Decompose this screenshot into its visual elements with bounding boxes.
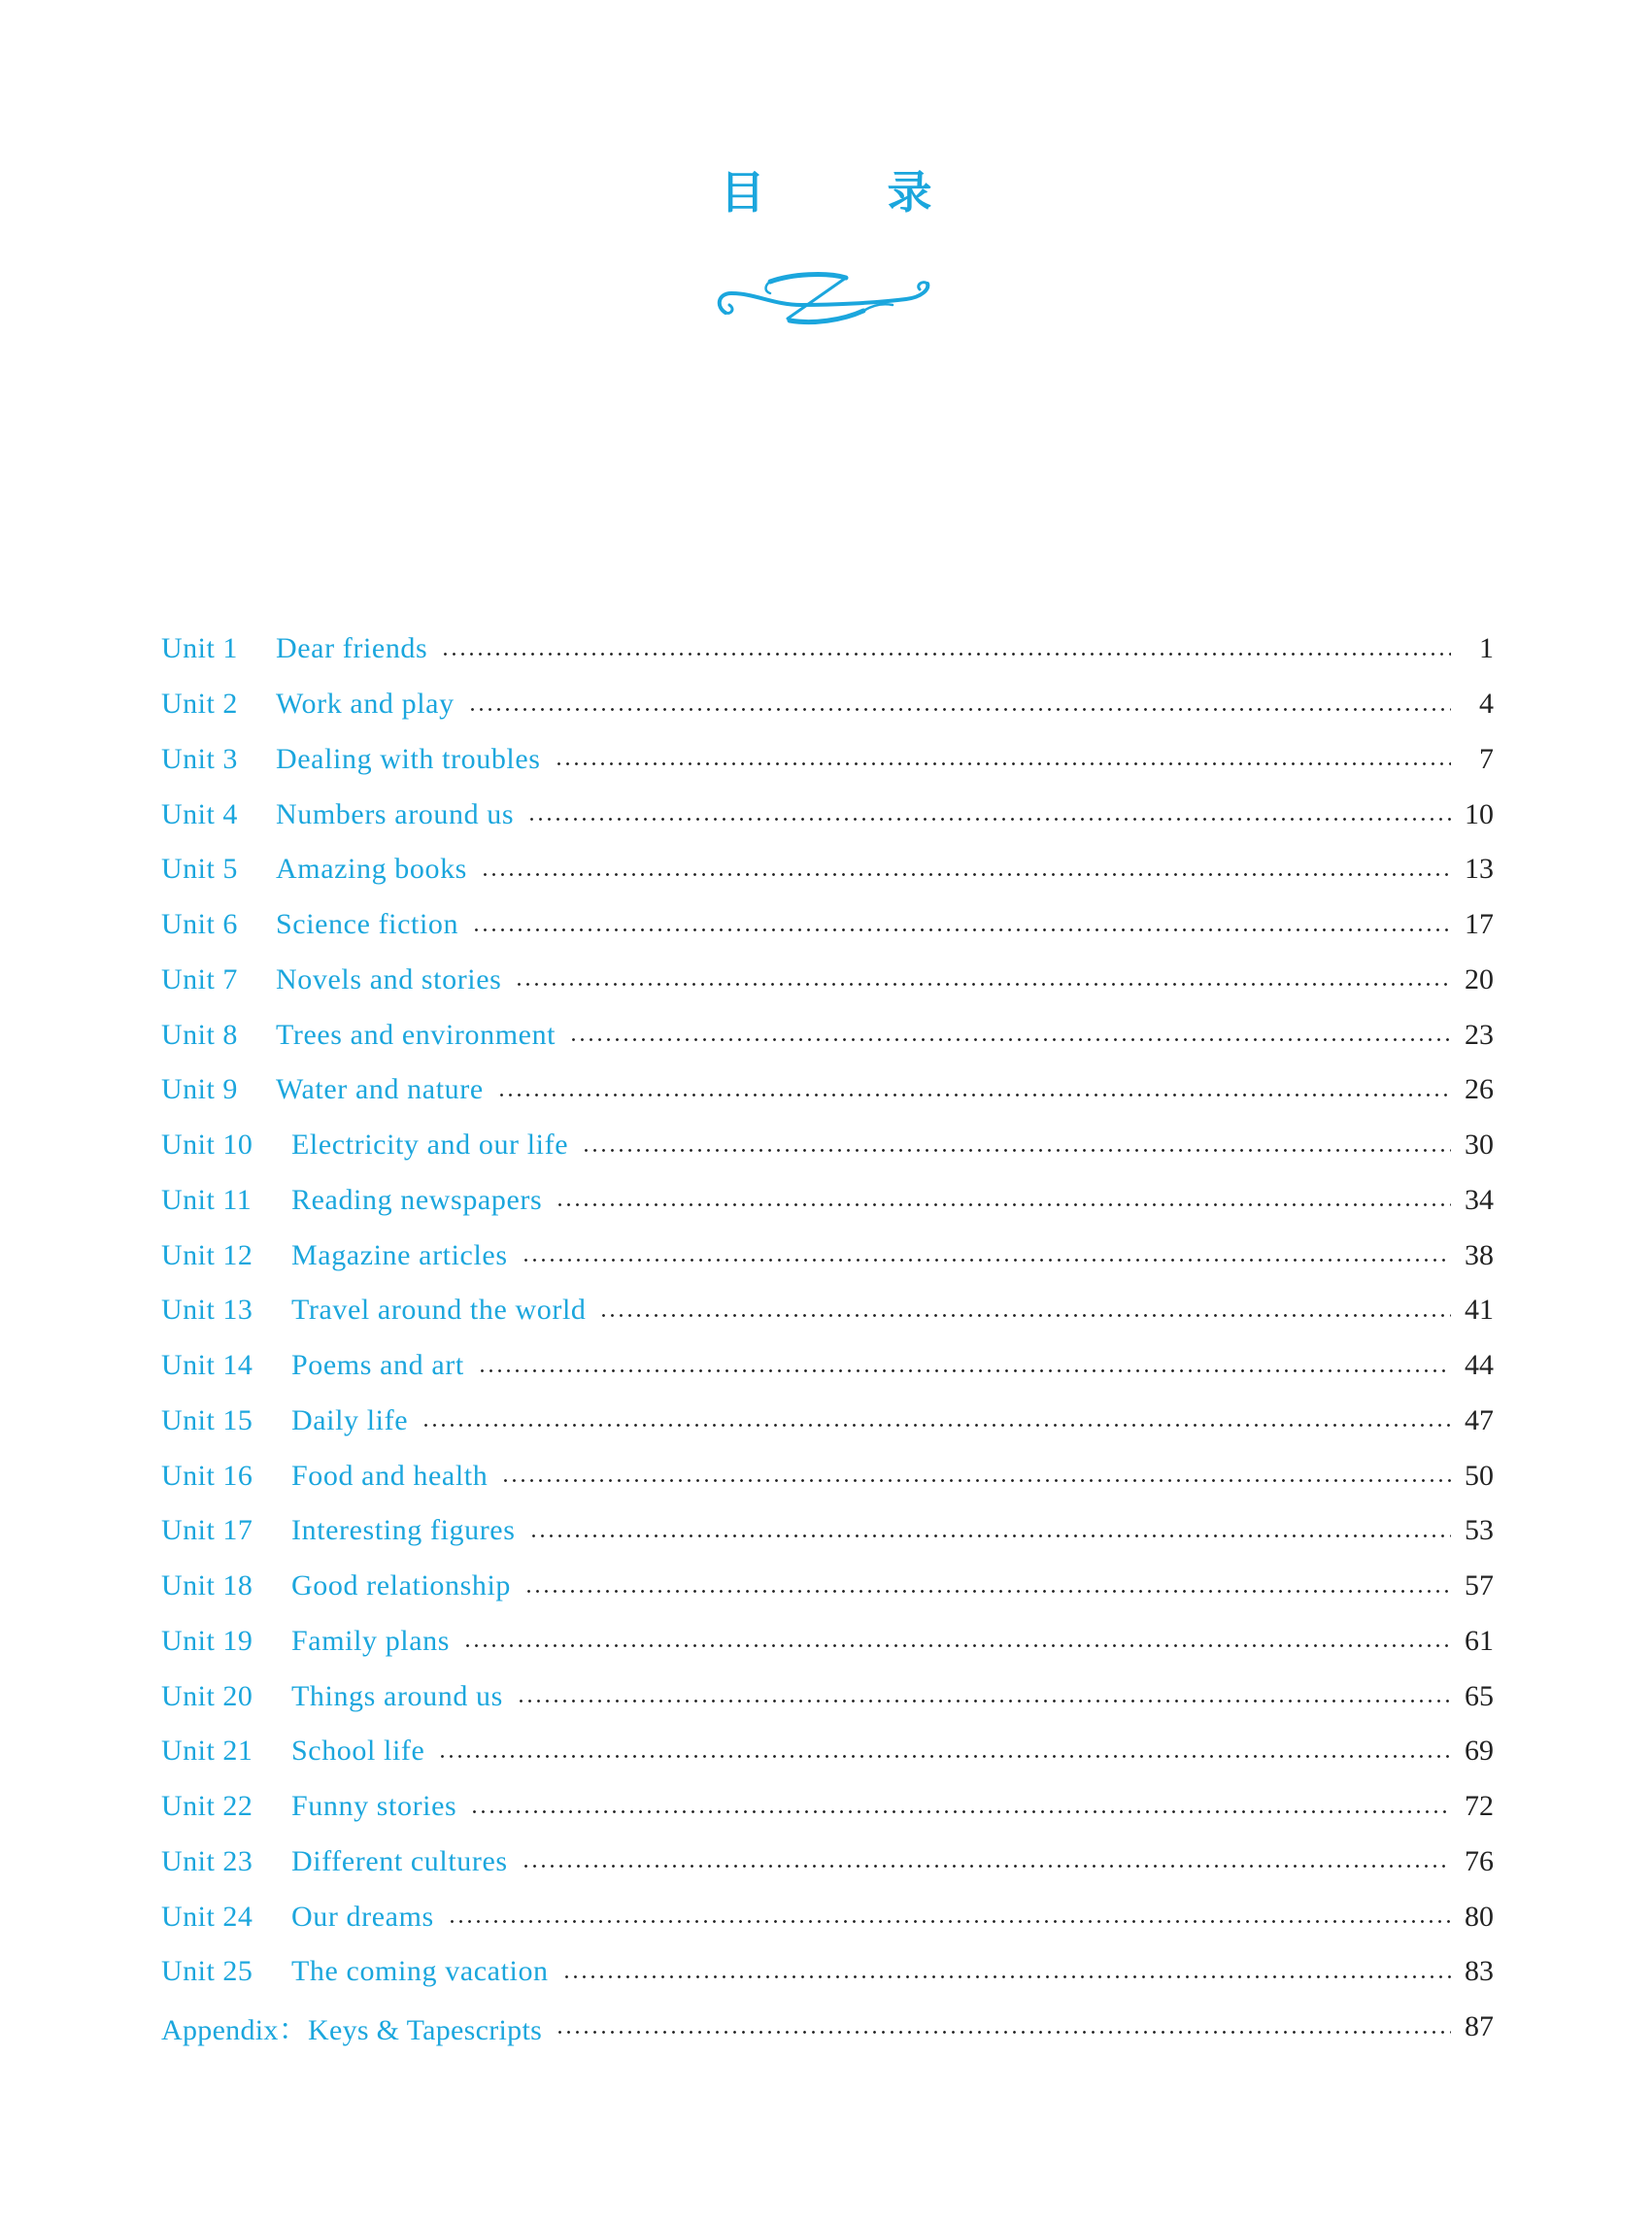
toc-page-number: 17 [1465, 908, 1494, 941]
toc-title: Magazine articles [291, 1238, 508, 1271]
toc-entry[interactable] [161, 787, 1494, 842]
dot-leader [470, 1810, 1451, 1813]
toc-page-number: 34 [1465, 1183, 1494, 1216]
toc-title: Travel around the world [291, 1294, 587, 1327]
table-of-contents [161, 622, 1494, 2055]
toc-title: Science fiction [276, 908, 459, 941]
toc-title: Electricity and our life [291, 1129, 569, 1162]
toc-entry[interactable] [161, 622, 1494, 677]
toc-unit-label: Unit 12 [161, 1238, 253, 1271]
dot-leader [562, 1975, 1451, 1978]
toc-page-number: 47 [1465, 1403, 1494, 1436]
toc-unit-label: Unit 19 [161, 1624, 253, 1657]
toc-title: Dear friends [276, 632, 428, 665]
toc-page-number: 7 [1479, 742, 1494, 775]
dot-leader [529, 1534, 1452, 1537]
toc-title: Things around us [291, 1679, 503, 1712]
dot-leader [478, 1369, 1451, 1372]
toc-page-number: 50 [1465, 1459, 1494, 1492]
toc-unit-label: Unit 7 [161, 962, 238, 995]
toc-entry[interactable] [161, 1448, 1494, 1503]
toc-entry[interactable] [161, 732, 1494, 788]
toc-page-number: 76 [1465, 1844, 1494, 1877]
toc-title: Daily life [291, 1403, 409, 1436]
toc-unit-label: Unit 17 [161, 1514, 253, 1547]
toc-entry[interactable] [161, 1007, 1494, 1062]
toc-entry[interactable] [161, 897, 1494, 953]
toc-unit-label: Unit 18 [161, 1569, 253, 1602]
dot-leader [497, 1094, 1451, 1096]
toc-unit-label: Unit 20 [161, 1679, 253, 1712]
appendix-label: Appendix：Keys & Tapescripts [161, 2014, 543, 2047]
toc-title: Water and nature [276, 1073, 484, 1106]
toc-title: Numbers around us [276, 797, 515, 830]
dot-leader [501, 1479, 1451, 1482]
dot-leader [555, 762, 1451, 765]
toc-page-number: 57 [1465, 1569, 1494, 1602]
toc-page-number: 61 [1465, 1624, 1494, 1657]
toc-page-number: 26 [1465, 1073, 1494, 1106]
toc-unit-label: Unit 1 [161, 632, 238, 665]
dot-leader [421, 1424, 1451, 1427]
toc-entry[interactable] [161, 842, 1494, 897]
toc-entry[interactable] [161, 1394, 1494, 1449]
toc-unit-label: Unit 4 [161, 797, 238, 830]
toc-page-number: 4 [1479, 688, 1494, 721]
toc-title: Funny stories [291, 1790, 457, 1823]
toc-entry[interactable] [161, 1503, 1494, 1559]
toc-entry[interactable] [161, 1173, 1494, 1229]
dot-leader [556, 2031, 1451, 2034]
toc-title: School life [291, 1735, 425, 1768]
dot-leader [517, 1700, 1451, 1702]
toc-title: Good relationship [291, 1569, 512, 1602]
toc-title: Our dreams [291, 1900, 434, 1933]
toc-page-number: 30 [1465, 1129, 1494, 1162]
toc-title: Interesting figures [291, 1514, 516, 1547]
toc-entry[interactable] [161, 1062, 1494, 1118]
toc-entry[interactable] [161, 1889, 1494, 1944]
toc-entry-appendix[interactable] [161, 2000, 1494, 2055]
toc-page-number: 83 [1465, 1955, 1494, 1988]
toc-unit-label: Unit 10 [161, 1129, 253, 1162]
page-title [0, 153, 1652, 231]
toc-page-number: 65 [1465, 1679, 1494, 1712]
toc-page-number: 44 [1465, 1349, 1494, 1382]
toc-unit-label: Unit 16 [161, 1459, 253, 1492]
toc-title: Novels and stories [276, 962, 502, 995]
toc-page-number: 13 [1465, 853, 1494, 886]
toc-page-number: 87 [1465, 2010, 1494, 2043]
dot-leader [569, 1038, 1451, 1041]
dot-leader [441, 653, 1451, 656]
toc-entry[interactable] [161, 1228, 1494, 1283]
toc-title: The coming vacation [291, 1955, 549, 1988]
dot-leader [582, 1149, 1451, 1152]
toc-unit-label: Unit 14 [161, 1349, 253, 1382]
toc-page-number: 10 [1465, 797, 1494, 830]
toc-title: Dealing with troubles [276, 742, 541, 775]
toc-title: Work and play [276, 688, 455, 721]
toc-entry[interactable] [161, 1724, 1494, 1779]
dot-leader [463, 1644, 1451, 1647]
toc-entry[interactable] [161, 1118, 1494, 1173]
toc-entry[interactable] [161, 1559, 1494, 1614]
toc-page-number: 1 [1479, 632, 1494, 665]
toc-unit-label: Unit 13 [161, 1294, 253, 1327]
dot-leader [524, 1590, 1451, 1593]
toc-unit-label: Unit 3 [161, 742, 238, 775]
toc-unit-label: Unit 5 [161, 853, 238, 886]
dot-leader [468, 708, 1451, 711]
toc-unit-label: Unit 24 [161, 1900, 253, 1933]
toc-unit-label: Unit 2 [161, 688, 238, 721]
dot-leader [448, 1920, 1451, 1923]
toc-title: Different cultures [291, 1844, 508, 1877]
toc-page-number: 69 [1465, 1735, 1494, 1768]
toc-unit-label: Unit 25 [161, 1955, 253, 1988]
dot-leader [515, 983, 1451, 986]
toc-page-number: 80 [1465, 1900, 1494, 1933]
dot-leader [522, 1865, 1451, 1868]
toc-unit-label: Unit 6 [161, 908, 238, 941]
toc-entry[interactable] [161, 677, 1494, 732]
dot-leader [556, 1203, 1451, 1206]
toc-page-number: 23 [1465, 1018, 1494, 1051]
toc-title: Poems and art [291, 1349, 464, 1382]
toc-unit-label: Unit 15 [161, 1403, 253, 1436]
toc-entry[interactable] [161, 1779, 1494, 1835]
decorative-flourish-icon [712, 262, 937, 330]
dot-leader [472, 928, 1451, 931]
toc-entry[interactable] [161, 1614, 1494, 1669]
toc-entry[interactable] [161, 1669, 1494, 1724]
toc-title: Reading newspapers [291, 1183, 543, 1216]
toc-entry[interactable] [161, 1835, 1494, 1890]
toc-unit-label: Unit 23 [161, 1844, 253, 1877]
toc-title: Family plans [291, 1624, 451, 1657]
toc-page-number: 41 [1465, 1294, 1494, 1327]
dot-leader [599, 1314, 1451, 1317]
toc-entry[interactable] [161, 1944, 1494, 2000]
toc-entry[interactable] [161, 1338, 1494, 1394]
toc-unit-label: Unit 9 [161, 1073, 238, 1106]
toc-entry[interactable] [161, 953, 1494, 1008]
dot-leader [527, 818, 1451, 821]
toc-title: Amazing books [276, 853, 467, 886]
toc-unit-label: Unit 8 [161, 1018, 238, 1051]
toc-unit-label: Unit 22 [161, 1790, 253, 1823]
dot-leader [481, 873, 1451, 876]
toc-entry[interactable] [161, 1283, 1494, 1338]
title-char-2: 录 [887, 166, 932, 219]
toc-unit-label: Unit 11 [161, 1183, 253, 1216]
dot-leader [522, 1259, 1451, 1262]
dot-leader [438, 1755, 1451, 1758]
toc-title: Trees and environment [276, 1018, 556, 1051]
toc-page-number: 38 [1465, 1238, 1494, 1271]
toc-title: Food and health [291, 1459, 489, 1492]
title-char-1: 目 [720, 166, 765, 219]
toc-page-number: 20 [1465, 962, 1494, 995]
toc-page-number: 72 [1465, 1790, 1494, 1823]
toc-page-number: 53 [1465, 1514, 1494, 1547]
toc-unit-label: Unit 21 [161, 1735, 253, 1768]
